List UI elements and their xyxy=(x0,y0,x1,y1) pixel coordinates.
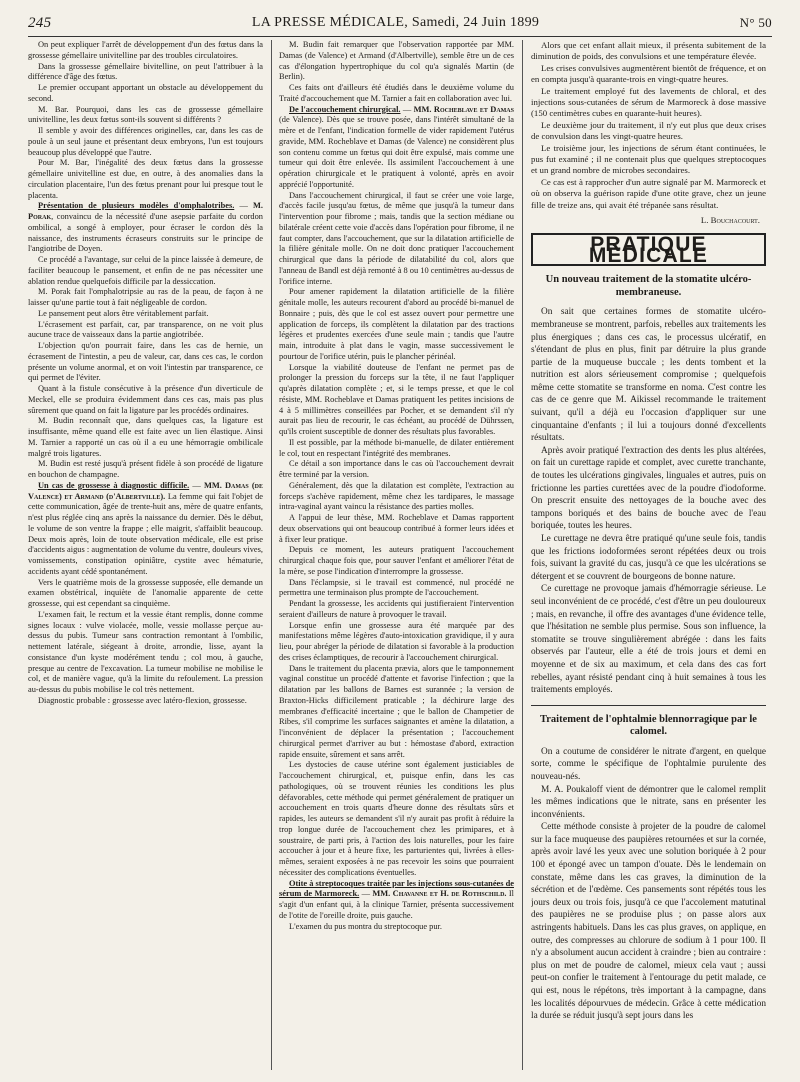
column-2 xyxy=(279,40,514,1070)
paragraph: On sait que certaines formes de stomatite ulcéro-membraneuse se montrent, parfois, rebelles aux traitements les plus énergiques ; dans ces cas, le processus ulcératif, en s'étendant de plus en plus, finit par détruire la plus grande partie de la muqueuse buccale ; les dents tombent et la nutrition est alors sérieusement compromise ; quelquefois même cette stomatite se transforme en noma. C'est contre les cas de ce genre que M. Aikissel recommande le traitement suivant, qu'il a déjà eu l'occasion d'appliquer sur une cinquantaine d'enfants ; il lui a toujours donné d'excellents résultats. xyxy=(531,307,766,444)
paragraph: L'examen du pus montra du streptocoque pur. xyxy=(289,921,442,931)
paragraph: Le deuxième jour du traitement, il n'y eut plus que deux crises de convulsion dans les vingt-quatre heures. xyxy=(531,119,766,142)
paragraph: M. Budin fait remarquer que l'observation rapportée par MM. Damas (de Valence) et Armand (d'Albertville), semble être un de ces cas d'élongation hypertrophique du col qu'a signalés Martin (de Berlin). xyxy=(279,40,514,82)
paragraph: Quant à la fistule consécutive à la présence d'un diverticule de Meckel, elle se produira évidemment dans ces cas, mais pas plus sûrement que quand on fait la ligature par les procédés ordinaires. xyxy=(28,384,263,415)
paragraph: M. Bar. Pourquoi, dans les cas de grossesse gémellaire univitelline, les deux fœtus sont-ils souvent si différents ? xyxy=(28,104,263,125)
paragraph: Vers le quatrième mois de la grossesse supposée, elle demande un examen obstétrical, inquiète de l'anomalie apparente de cette grossesse, qui est cependant sa cinquième. xyxy=(28,577,263,608)
paragraph: Le pansement peut alors être véritablement parfait. xyxy=(38,308,209,318)
section-text: La femme qui fait l'objet de cette communication, âgée de trente-huit ans, mère de quatre enfants, n'est plus réglée cinq ans après la naissance du dernier. Dès le début, le volume de son ventre la frappe ; elle maigrit, s'affaiblit beaucoup. Deux mois après, loin de toute observation médicale, elle est prise d'accidents aigus : augmentation de volume du ventre, douleurs vives, vomissements, constipation opiniâtre, cystite avec hématurie, accidents ayant cédé spontanément. xyxy=(28,491,263,576)
column-1 xyxy=(28,40,263,1070)
paragraph: Il est possible, par la méthode bi-manuelle, de dilater entièrement le col, tout en respectant l'intégrité des membranes. xyxy=(279,437,514,458)
section-text: Il s'agit d'un enfant qui, à la clinique Tarnier, présenta successivement de l'otite de l'oreille droite, puis gauche. xyxy=(279,889,514,920)
section-author: MM. Damas (de Valence) et Armand (d'Albertville). xyxy=(28,480,263,501)
section-title: De l'accouchement chirurgical. xyxy=(289,104,401,114)
header-rule xyxy=(28,36,772,37)
paragraph: On a coutume de considérer le nitrate d'argent, en quelque sorte, comme le spécifique de l'ophtalmie purulente des nouveau-nés. xyxy=(531,746,766,782)
paragraph: Ce cas est à rapprocher d'un autre signalé par M. Marmoreck et où on observa la guérison rapide d'une otite grave, chez un jeune fille de treize ans, qui avait été trépanée sans résultat. xyxy=(531,176,766,210)
paragraph: Depuis ce moment, les auteurs pratiquent l'accouchement chirurgical chaque fois que, pour sauver l'enfant et améliorer l'état de la mère, se pose l'indication d'interrompre la grossesse. xyxy=(279,545,514,576)
paragraph: Ces faits ont d'ailleurs été étudiés dans le deuxième volume du Traité d'accouchement que M. Tarnier a fait en collaboration avec lui. xyxy=(279,83,514,103)
issue-number: N° 50 xyxy=(739,15,772,30)
section-text: (de Valence). Dès que se trouve posée, dans l'intérêt simultané de la mère et de l'enfant, l'indication formelle de vider rapidement l'utérus gravide, MM. Rocheblave et Damas (de Valence) ne considèrent plus son contenu comme un fœtus qui doit être expulsé, mais comme une tumeur qui doit être enlevée. Ils assimilent l'accouchement à une opération chirurgicale et le pratiquent à volonté, après en avoir apprécié l'opportunité. xyxy=(279,115,514,189)
paragraph: On peut expliquer l'arrêt de développement d'un des fœtus dans la grossesse gémellaire univitelline par des troubles circulatoires. xyxy=(28,40,263,60)
paragraph: L'examen fait, le rectum et la vessie étant remplis, donne comme signes locaux : vulve violacée, molle, vessie mollasse perçue au-dessus du pubis. Tumeur sans contraction remontant à l'ombilic, nettement latérale, siégeant à droite, arrondie, lisse, ayant la consistance d'un kyste modérément tendu ; col mou, à gauche, presque au centre de l'excavation. La tumeur mobilise ne mobilise le col, et de manière vague, qu'à la limite du refoulement. La pression au-dessus du pubis mobilise le col très nettement. xyxy=(28,609,263,694)
column-divider xyxy=(522,40,523,1070)
paragraph: Il semble y avoir des différences originelles, car, dans les cas de poule à un seul jaune et présentant deux embryons, l'un est toujours beaucoup plus développé que l'autre. xyxy=(28,126,263,157)
paragraph: Le curettage ne devra être pratiqué qu'une seule fois, tandis que les frictions iodoformées seront répétées deux ou trois fois, suivant la gravité du cas, jusqu'à ce que les ulcérations se détergent et se couvrent de bourgeons de bonne nature. xyxy=(531,534,766,582)
page-number: 245 xyxy=(28,14,52,31)
paragraph: Lorsque enfin une grossesse aura été marquée par des manifestations même légères d'auto-intoxication gravidique, il y aura lieu, pour abréger la période de dilatation si favorable à la production des crises éclamptiques, de recourir à l'accouchement chirurgical. xyxy=(279,620,514,662)
paragraph: Cette méthode consiste à projeter de la poudre de calomel sur la face muqueuse des paupières retournées et sur la cornée, après avoir lavé les yeux avec une solution boriquée à 2 pour 100 et épongé avec un tampon d'ouate. Dès le lendemain on constate, même dans les cas graves, la diminution de la sécrétion et de l'œdème. Ces pansements sont répétés tous les jours deux ou trois fois, jusqu'à ce que l'accolement matutinal des paupières ne se produise plus ; on passe alors aux astringents habituels. Dans les cas plus graves, on applique, en outre, des compresses au chlorure de sodium à 1 pour 100. Il n'y a absolument aucun accident à craindre ; bien au contraire : plus on met de poudre de calomel, mieux cela vaut ; aussi peut-on confier le traitement à l'entourage du petit malade, ce qui est, nous le répétons, très important à la campagne, dans les localités dépourvues de médecin. Grâce à cette médication la durée se réduit jusqu'à sept jours dans les xyxy=(531,822,766,1022)
paragraph: Ce curettage ne provoque jamais d'hémorragie sérieuse. Le seul inconvénient de ce procédé, c'est d'être un peu douloureux ; mais, en revanche, il offre des avantages d'une évidence telle, que l'hésitation ne semble plus permise. Sous son influence, la stomatite se trouve singulièrement abrégée : dans les faits observés par l'auteur, elle a été de trois jours et demi en moyenne et de six au maximum, et cela dans des cas fort rebelles, ayant résisté pendant cinq à huit semaines à tous les traitements employés. xyxy=(531,584,766,696)
column-3 xyxy=(531,40,766,1070)
section-paragraph: De l'accouchement chirurgical. — MM. Rocheblave et Damas (de Valence). Dès que se trouve posée, dans l'intérêt simultané de la mère et de l'enfant, l'indication formelle de vider rapidement l'utérus gravide, MM. Rocheblave et Damas (de Valence) ne considèrent plus son contenu comme un fœtus qui doit être expulsé, mais comme une tumeur qui doit être enlevée. Ils assimilent l'accouchement à une opération chirurgicale et le pratiquent à volonté, après en avoir apprécié l'opportunité. xyxy=(279,104,514,189)
section-paragraph: Présentation de plusieurs modèles d'omphalotribes. — M. Porak, convaincu de la nécessité d'une asepsie parfaite du cordon ombilical, a songé à employer, pour écraser le cordon dès la naissance, des instruments écraseurs construits sur le principe de l'angiotribe de Doyen. xyxy=(28,201,263,254)
paragraph: L'écrasement est parfait, car, par transparence, on ne voit plus aucune trace de vaisseaux dans la partie angiotribée. xyxy=(28,319,263,340)
paragraph: M. Budin est resté jusqu'à présent fidèle à son procédé de ligature en bouchon de champagne. xyxy=(28,459,263,479)
section-author: MM. Rocheblave et Damas xyxy=(413,104,514,114)
paragraph: Dans l'accouchement chirurgical, il faut se créer une voie large, d'accès facile jusqu'au fœtus, de même que jusqu'à la tumeur dans l'intervention pour fibrome ; mais, tandis que la section médiane ou bilatérale créent cette voie d'accès dans l'opération pour fibrome, il ne faut compter, dans l'accouchement, que sur la dilatation artificielle de la filière génitale molle. On ne doit donc pratiquer l'accouchement chirurgical que dans la période de dilatabilité du col, alors que l'anneau de Bandl est déjà remonté à 8 ou 10 centimètres au-dessus de l'orifice interne. xyxy=(279,190,514,286)
section-author: MM. Chavanne et H. de Rothschild. xyxy=(372,889,507,899)
section-title: Présentation de plusieurs modèles d'omphalotribes. xyxy=(38,201,235,211)
paragraph: Pour M. Bar, l'inégalité des deux fœtus dans la grossesse gémellaire univitelline est due, en outre, à des anomalies dans la circulation placentaire, l'un des fœtus prenant pour lui presque tout le placenta. xyxy=(28,158,263,200)
paragraph: Dans l'éclampsie, si le travail est commencé, nul procédé ne permettra une terminaison plus prompte de l'accouchement. xyxy=(279,577,514,598)
paragraph: Dans la grossesse gémellaire bivitelline, on peut l'attribuer à la différence d'âge des fœtus. xyxy=(28,61,263,82)
paragraph: Les crises convulsives augmentèrent bientôt de fréquence, et on en compta jusqu'à quarante-trois en vingt-quatre heures. xyxy=(531,62,766,85)
paragraph: Généralement, dès que la dilatation est complète, l'extraction au forceps s'achève rapidement, même chez les tardipares, le massage intra-vaginal ayant vaincu la résistance des parties molles. xyxy=(279,480,514,512)
article-title: Traitement de l'ophtalmie blennorragique par le calomel. xyxy=(540,713,757,738)
section-paragraph: Un cas de grossesse à diagnostic difficile. — MM. Damas (de Valence) et Armand (d'Albertville). La femme qui fait l'objet de cette communication, âgée de trente-huit ans, mère de quatre enfants, n'est plus réglée cinq ans après la naissance du dernier. Dès le début, le volume de son ventre la frappe ; elle maigrit, s'affaiblit beaucoup. Deux mois après, loin de toute observation médicale, elle est prise d'accidents aigus : augmentation de volume du ventre, douleurs vives, vomissements, constipation opiniâtre, cystite avec hématurie, accidents ayant cédé spontanément. xyxy=(28,480,263,576)
section-title: Otite à streptocoques traitée par les injections sous-cutanées de sérum de Marmoreck. xyxy=(279,878,514,899)
paragraph: Le premier occupant apportant un obstacle au développement du second. xyxy=(28,83,263,103)
rubric-heading: PRATIQUE MÉDICALE xyxy=(531,233,766,267)
paragraph: Après avoir pratiqué l'extraction des dents les plus altérées, on fait un curettage rapide et complet, avec curette tranchante, de toutes les ulcérations gingivales, linguales et autres, puis on frictionne les parties curettées avec de la poudre d'iodoforme. On prescrit ensuite des nettoyages de la bouche avec des tampons boriqués et des bains de bouche avec de l'eau boriquée, toutes les heures. xyxy=(531,445,766,532)
paragraph: Ce détail a son importance dans le cas où l'accouchement devrait être terminé par la version. xyxy=(279,459,514,479)
paragraph: M. A. Poukaloff vient de démontrer que le calomel remplit les mêmes indications que le nitrate, sans en présenter les inconvénients. xyxy=(531,784,766,820)
signature: L. Bouchacourt. xyxy=(700,215,760,226)
article-title: Un nouveau traitement de la stomatite ulcéro-membraneuse. xyxy=(545,274,752,298)
paragraph: Diagnostic probable : grossesse avec latéro-flexion, grossesse. xyxy=(38,695,247,705)
paragraph: Pendant la grossesse, les accidents qui justifieraient l'intervention seraient d'ailleurs de nature à provoquer le travail. xyxy=(279,599,514,619)
section-text: convaincu de la nécessité d'une asepsie parfaite du cordon ombilical, a songé à employer, pour écraser le cordon dès la naissance, des instruments écraseurs construits sur le principe de l'angiotribe de Doyen. xyxy=(28,212,263,254)
column-divider xyxy=(271,40,272,1070)
article-body xyxy=(531,746,766,1023)
article-body xyxy=(531,306,766,696)
article-separator xyxy=(531,705,766,706)
paragraph: M. Budin reconnaît que, dans quelques cas, la ligature est insuffisante, même quand elle est faite avec un lien élastique. Ainsi M. Tarnier a rapporté un cas où il a eu une hémorragie ombilicale malgré trois ligatures. xyxy=(28,416,263,458)
paragraph: Les dystocies de cause utérine sont également justiciables de l'accouchement chirurgical, et, puisque enfin, dans les cas pathologiques, où se trouvent réunies les conditions les plus défavorables, cette méthode qui permet généralement de pratiquer un accouchement en trois quarts d'heure donne des résultats sûrs et rapides, les auteurs se demandent s'il n'y aurait pas profit à réduire la trop longue durée de l'accouchement chez les primipares, et à soustraire, de parti pris, à l'action des lois naturelles, pour les faire accoucher à jour et à heure fixe, les parturientes qui, livrées à elles-mêmes, seraient exposées à ne pas recevoir les soins que pourraient nécessiter des complications éventuelles. xyxy=(279,760,514,877)
paragraph: Le traitement employé fut des lavements de chloral, et des injections sous-cutanées de sérum de Marmoreck à dose massive (150 centimètres cubes en quarante-huit heures). xyxy=(531,85,766,119)
section-paragraph: Otite à streptocoques traitée par les injections sous-cutanées de sérum de Marmoreck. — MM. Chavanne et H. de Rothschild. Il s'agit d'un enfant qui, à la clinique Tarnier, présenta successivement de l'otite de l'oreille droite, puis gauche. xyxy=(279,878,514,920)
journal-title-date: LA PRESSE MÉDICALE, Samedi, 24 Juin 1899 xyxy=(251,15,540,30)
page-header xyxy=(28,12,772,34)
paragraph: Lorsque la viabilité douteuse de l'enfant ne permet pas de prolonger la pression du forceps sur la tête, il ne faut l'appliquer qu'après dilatation complète ; et, si le temps presse, et que le col résiste, MM. Rocheblave et Damas pratiquent les petites incisions de 4 à 5 millimètres conseillées par Pocher, et se demandent s'il n'y aurait pas lieu de recourir, le cas échéant, au procédé de Dührssen, qu'ils croient susceptible de donner des résultats plus favorables. xyxy=(279,362,514,436)
section-title: Un cas de grossesse à diagnostic difficile. xyxy=(38,480,190,490)
section-author: M. Porak xyxy=(28,201,263,221)
paragraph: Le troisième jour, les injections de sérum étant continuées, le pus fut examiné ; il ne contenait plus que quelques streptocoques et un grand nombre de microbes secondaires. xyxy=(531,142,766,176)
paragraph: L'objection qu'on pourrait faire, dans les cas de hernie, un écrasement de l'intestin, a peu de valeur, car, dans ces cas, le cordon présente un volume anormal, et on voit l'intestin par transparence, ce qui permet de l'éviter. xyxy=(28,341,263,383)
paragraph: Alors que cet enfant allait mieux, il présenta subitement de la diminution de poids, des convulsions et une température élevée. xyxy=(531,40,766,62)
paragraph: Ce procédé a l'avantage, sur celui de la pince laissée à demeure, de faciliter beaucoup le pansement, et enfin de ne pas nécessiter une ablation rendue quelquefois difficile par la dessiccation. xyxy=(28,255,263,286)
paragraph: A l'appui de leur thèse, MM. Rocheblave et Damas rapportent deux observations qui ont beaucoup contribué à former leurs idées et à fixer leur pratique. xyxy=(279,513,514,544)
paragraph: M. Porak fait l'omphalotripsie au ras de la peau, de façon à ne laisser qu'une partie tout à fait négligeable de cordon. xyxy=(28,287,263,307)
paragraph: Dans le traitement du placenta prævia, alors que le tamponnement vaginal constitue un procédé d'attente et favorise l'infection ; que la dilatation par les ballons de Barnes est surannée ; la version de Braxton-Hicks difficilement praticable ; la déchirure large des membranes d'efficacité incertaine ; que le ballon de Champetier de Ribes, s'il comprime les surfaces saignantes et amène la dilatation, a l'inconvénient de déplacer la présentation ; l'accouchement chirurgical permet d'arriver au but : hémostase d'abord, extraction rapide ensuite, sûrement et sans arrêt. xyxy=(279,663,514,759)
paragraph: Pour amener rapidement la dilatation artificielle de la filière génitale molle, les auteurs recourent d'abord au procédé bi-manuel de Bonnaire ; puis, dès que le col est assez ouvert pour permettre une application de forceps, ils complètent la dilatation par des tractions légères et prudentes exercées d'une seule main ; tandis que l'autre main, introduite à plat dans le vagin, masse successivement le pourtour de l'orifice utérin, puis le plancher périnéal. xyxy=(279,287,514,361)
